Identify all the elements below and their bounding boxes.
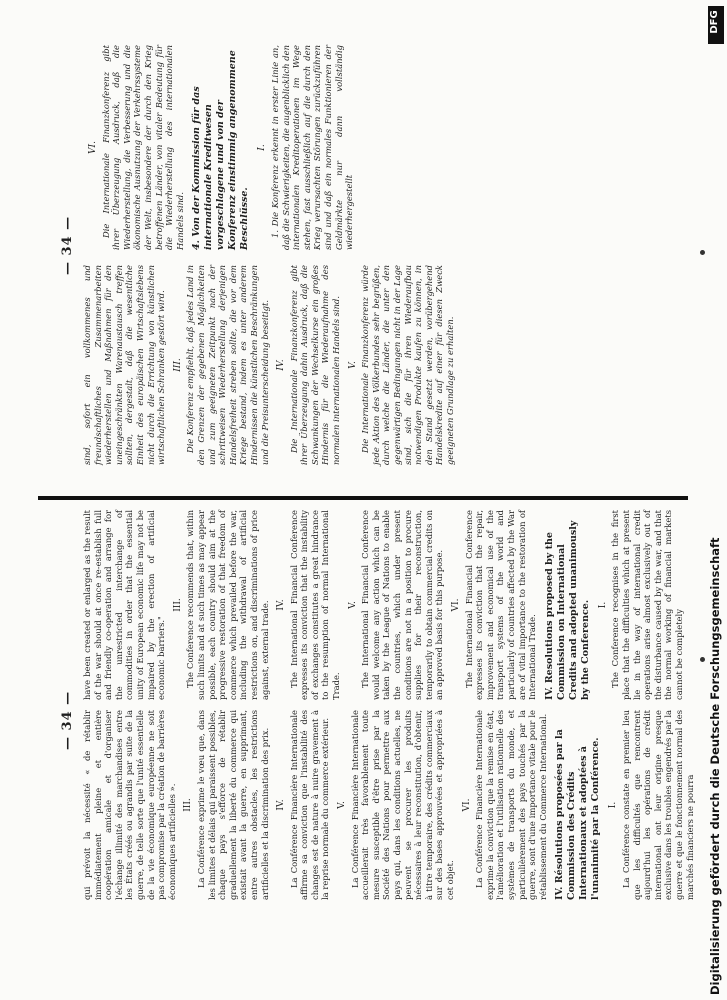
digitization-credit-strip [705, 0, 727, 1000]
paragraph: La Conférence Financière Internationale exprime la conviction que la remise en état, l'amélioration et l'utilisation rationnelle des systèmes de transports du monde, et particulièrement des pays touchés par la guerre, sont d'une importance vitale pour le rétablissement du Commerce International. [474, 710, 548, 900]
german-column-2 [82, 45, 358, 250]
section-numeral: IV. [276, 799, 287, 811]
section-heading: IV. Résolutions proposées par la Commission des Crédits Internationaux et adoptées à l'unanimité par la Conférence. [554, 729, 602, 900]
right-page [0, 0, 727, 485]
section-numeral: I. [597, 601, 608, 609]
section-numeral: V. [347, 361, 358, 369]
paragraph: qui prévoit la nécessité « de rétablir immédiatement pleine et entière coopération amicale et d'organiser l'échange illimité des marchandises entre les États créés ou agrandis par suite de la guerre, de telle sorte que l'unité essentielle de la vie économique européenne ne soit pas compromise par la création de barrières économiques artificielles ». [82, 710, 177, 900]
paragraph: Die Internationale Finanzkonferenz gibt ihrer Überzeugung Ausdruck, daß die Wiederherstellung, die Verbesserung und die ökonomische Ausnutzung der Verkehrssysteme der Welt, insbesondere der durch den Krieg betroffenen Länder, von vitaler Bedeutung für die Wiederherstellung des internationalen Handels sind. [100, 45, 185, 250]
section-numeral: VI. [451, 598, 461, 612]
section-heading: 4. Von der Kommission für das internationale Kreditwesen vorgeschlagene und von der Konferenz einstimmig angenommene Beschlüsse. [191, 50, 251, 250]
paragraph: La Conférence Financière Internationale accueillerait très favorablement toute mesure susceptible d'être prise par la Société des Nations pour permettre aux pays qui, dans les conditions actuelles, ne peuvent se procurer les produits nécessaires à leur reconstitution, d'obtenir, à titre temporaire, des crédits commerciaux sur des bases approuvées et appropriées à cet objet. [349, 710, 455, 900]
paragraph: have been created or enlarged as the result of the war should at once re-establish full and friendly co-operation and arrange for the unrestricted interchange of commodities in order that the essential unity of European economic life may not be impaired by the erection of artificial economic barriers." [82, 510, 167, 700]
section-numeral: VI. [88, 141, 98, 154]
section-numeral: III. [183, 798, 194, 812]
dfg-logo-text: DFG [709, 10, 720, 34]
paragraph: La Conférence exprime le vœu que, dans les limites et délais qui paraissent possibles, chaque pays s'efforce de rétablir graduellement la liberté du commerce qui existait avant la guerre, en supprimant, entre autres obstacles, les restrictions artificielles et la discrimination des prix. [195, 710, 270, 900]
paragraph: Die Internationale Finanzkonferenz gibt ihrer Überzeugung dahin Ausdruck, daß die Schwankungen der Wechselkurse ein großes Hindernis für die Wiederaufnahme des normalen internationalen Handels sind. [288, 265, 342, 465]
section-numeral: III. [172, 358, 183, 372]
paragraph: 1. Die Konferenz erkennt in erster Linie an, daß die Schwierigkeiten, die augenblicklich den internationalen Kreditoperationen im Wege stehen, fast ausschließlich auf die durch den Krieg verursachten Störungen zurückzuführen sind und daß ein normales Funktionieren der Geldmärkte nur dann vollständig wiederhergestellt [269, 45, 355, 250]
section-numeral: V. [347, 601, 358, 609]
left-page [0, 500, 727, 1000]
paragraph: The Conference recommends that, within such limits and at such times as may appear possible, each country should aim at the progressive restoration of that freedom of commerce which prevailed before the war, including the withdrawal of artificial restrictions on, and discriminations of price against, external trade. [185, 510, 270, 700]
section-numeral: I. [257, 144, 268, 151]
paragraph: Die Konferenz empfiehlt, daß jedes Land in den Grenzen der gegebenen Möglichkeiten und zum geeigneten Zeitpunkt nach der schrittweisen Wiederherstellung derjenigen Handelsfreiheit streben sollte, die vor dem Kriege bestand, indem es unter anderem Hindernissen die künstlichen Beschränkungen und die Preisunterscheidung beseitigt. [185, 265, 270, 465]
paragraph: The International Financial Conference expresses its conviction that the instability of exchanges constitutes a great hindrance to the resumption of normal International Trade. [288, 510, 342, 700]
section-numeral: V. [337, 801, 348, 809]
german-column-1 [82, 265, 459, 465]
paragraph: La Conférence Financière Internationale affirme sa conviction que l'instabilité des changes est de nature à nuire gravement à la reprise normale du commerce extérieur. [288, 710, 331, 900]
section-numeral: IV. [276, 359, 287, 371]
section-numeral: IV. [276, 599, 287, 611]
english-column [82, 510, 688, 700]
paragraph: Die Internationale Finanzkonferenz würde jede Aktion des Völkerbundes sehr begrüßen, durch welche die Länder, die unter den gegenwärtigen Bedingungen nicht in der Lage sind, sich die für ihren Wiederaufbau notwendigen Produkte kaufen zu können, in den Stand gesetzt werden, vorübergehend Handelskredite auf einer für diesen Zweck geeigneten Grundlage zu erhalten. [360, 265, 455, 465]
paragraph: The Conference recognises in the first place that the difficulties which at present lie in the way of international credit operations arise almost exclusively out of the disturbance caused by the war, and that the normal working of financial markets cannot be completely [610, 510, 684, 700]
section-numeral: VI. [461, 798, 472, 812]
page-number: — 34 — [60, 215, 75, 275]
digitization-credit: Digitalisierung gefördert durch die Deutsche Forschungsgemeinschaft [708, 537, 722, 995]
french-column [82, 710, 698, 900]
paragraph: La Conférence constate en premier lieu que les difficultés que rencontrent aujourd'hui les opérations de crédit international ont leur origine presque exclusive dans les troubles engendrés par la guerre et que le fonctionnement normal des marchés financiers ne pourra [620, 710, 695, 900]
paragraph: The International Financial Conference would welcome any action which can be taken by the League of Nations to enable the countries, which under present conditions are not in a position to procure supplies for their reconstruction, temporarily to obtain commercial credits on an approved basis for this purpose. [360, 510, 445, 700]
paragraph: sind, sofort ein vollkommenes und freundschaftliches Zusammenarbeiten wiederherstellen und Maßnahmen für den uneingeschränkten Warenaustausch treffen sollten, dergestalt, daß die wesentliche Einheit des europäischen Wirtschaftslebens nicht durch die Errichtung von künstlichen wirtschaftlichen Schranken gestört wird. [82, 265, 167, 465]
section-heading: IV. Resolutions proposed by the Commission on International Credits and adopted unanimously by the Conference. [543, 520, 591, 700]
section-numeral: III. [172, 598, 183, 612]
page-fold-divider [38, 496, 688, 500]
dfg-logo [708, 6, 724, 44]
page-number: — 34 — [60, 690, 75, 750]
section-numeral: I. [608, 801, 619, 809]
paragraph: The International Financial Conference expresses its conviction that the repair, improvement and economical use of the transport systems of the world and particularly of countries affected by the War are of vital importance to the restoration of International Trade. [463, 510, 538, 700]
